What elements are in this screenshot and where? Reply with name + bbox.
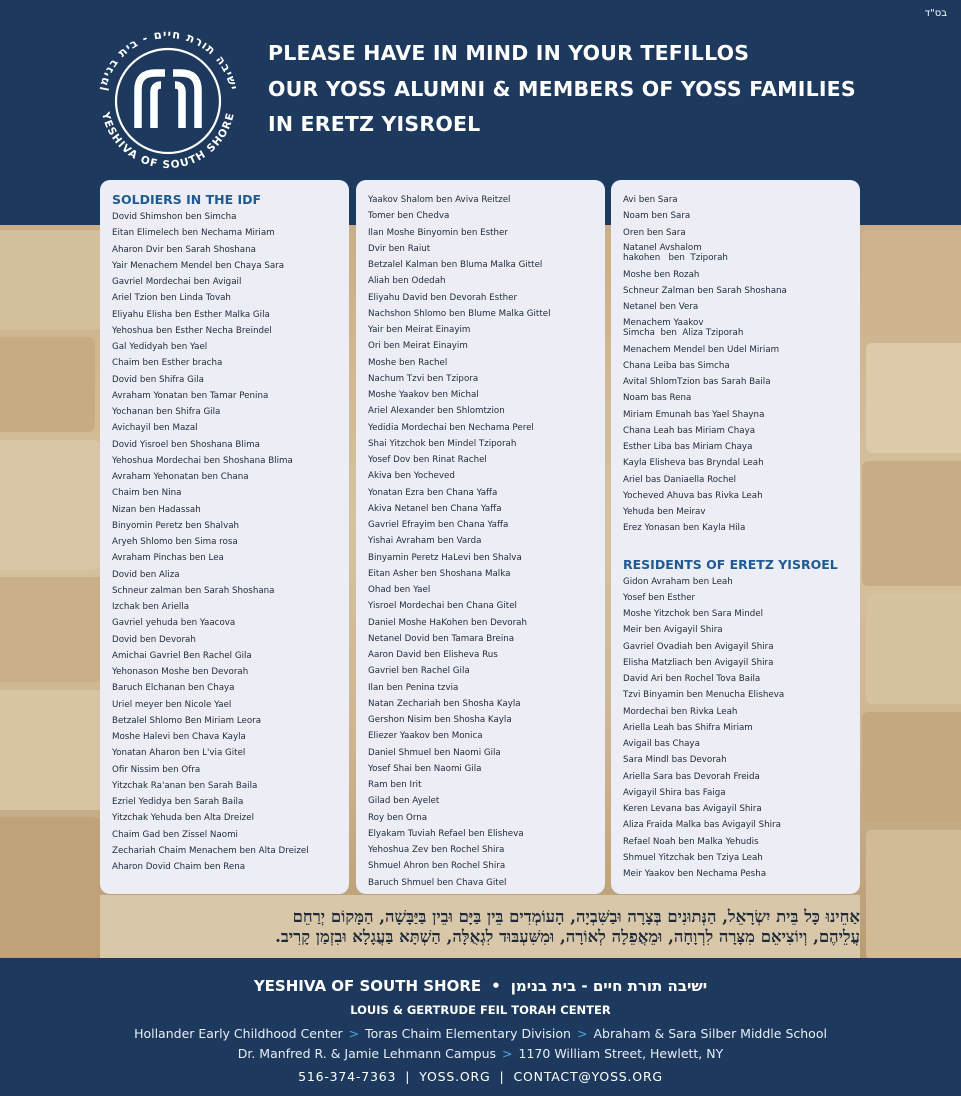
name-entry: Gilad ben Ayelet xyxy=(368,796,440,807)
name-entry: Dvir ben Raiut xyxy=(368,243,431,254)
campus-line xyxy=(0,1046,961,1061)
name-entry: Nachum Tzvi ben Tzipora xyxy=(368,373,479,384)
name-entry: Ezriel Yedidya ben Sarah Baila xyxy=(112,797,244,807)
name-entry: Aharon Dvir ben Sarah Shoshana xyxy=(112,244,256,255)
name-entry: Yehonason Moshe ben Devorah xyxy=(112,667,249,677)
headline-line-1: PLEASE HAVE IN MIND IN YOUR TEFILLOS xyxy=(268,41,750,65)
name-entry: Yosef Dov ben Rinat Rachel xyxy=(368,455,487,465)
name-entry: Gavriel Mordechai ben Avigail xyxy=(112,277,242,287)
name-entry: Baruch Elchanan ben Chaya xyxy=(112,683,235,694)
name-entry: Moshe Halevi ben Chava Kayla xyxy=(112,732,246,742)
contact-separator: | xyxy=(499,1069,505,1084)
name-entry: Yehoshua Zev ben Rochel Shira xyxy=(368,845,505,855)
division-early-childhood: Hollander Early Childhood Center xyxy=(134,1026,343,1041)
divisions-line xyxy=(0,1026,961,1041)
name-entry: Ariella Sara bas Devorah Freida xyxy=(623,771,760,782)
name-entry: Eliyahu David ben Devorah Esther xyxy=(368,292,518,303)
name-entry: Avigail bas Chaya xyxy=(623,739,700,749)
name-entry: Ori ben Meirat Einayim xyxy=(368,341,468,352)
name-entry: Ariel Tzion ben Linda Tovah xyxy=(112,293,231,304)
name-entry: Daniel Moshe HaKohen ben Devorah xyxy=(368,617,527,628)
name-entry: Moshe Yaakov ben Michal xyxy=(368,390,479,400)
name-entry: Gal Yedidyah ben Yael xyxy=(112,342,208,352)
name-entry: Schneur Zalman ben Sarah Shoshana xyxy=(623,286,787,296)
bsd-mark: בס"ד xyxy=(924,8,947,19)
name-entry: Moshe Yitzchok ben Sara Mindel xyxy=(623,609,764,619)
name-entry: Yair ben Meirat Einayim xyxy=(368,325,471,335)
email-link[interactable]: CONTACT@YOSS.ORG xyxy=(513,1069,663,1084)
contact-line xyxy=(0,1069,961,1084)
headline-line-3: IN ERETZ YISROEL xyxy=(268,112,481,136)
name-entry: Ariel Alexander ben Shlomtzion xyxy=(368,406,505,417)
name-entry: Kayla Elisheva bas Bryndal Leah xyxy=(623,458,764,469)
school-name-hebrew: ישיבה תורת חיים - בית בנימן xyxy=(510,977,708,995)
th-monogram-icon xyxy=(138,73,198,128)
name-entry: Nizan ben Hadassah xyxy=(112,504,201,515)
website-link[interactable]: YOSS.ORG xyxy=(419,1069,491,1084)
name-entry: Eliyahu Elisha ben Esther Malka Gila xyxy=(112,309,270,320)
name-entry: Elisha Matzliach ben Avigayil Shira xyxy=(623,657,774,668)
name-entry: Gavriel Ovadiah ben Avigayil Shira xyxy=(623,641,774,652)
name-entry: Eliezer Yaakov ben Monica xyxy=(368,731,483,742)
name-entry: Netanel ben Vera xyxy=(623,302,699,313)
name-entry: Natan Zechariah ben Shosha Kayla xyxy=(368,698,521,709)
svg-text:YESHIVA OF SOUTH SHORE: YESHIVA OF SOUTH SHORE xyxy=(99,110,237,172)
name-entry: Aliza Fraida Malka bas Avigayil Shira xyxy=(623,820,781,831)
name-entry: Nachshon Shlomo ben Blume Malka Gittel xyxy=(368,308,551,319)
name-entry: Chaim ben Esther bracha xyxy=(112,358,223,369)
name-entry: Tomer ben Chedva xyxy=(368,211,450,222)
headline-line-2: OUR YOSS ALUMNI & MEMBERS OF YOSS FAMILIES xyxy=(268,76,856,101)
footer xyxy=(0,958,961,1096)
name-entry: Gavriel ben Rachel Gila xyxy=(368,666,470,677)
name-entry: Izchak ben Ariella xyxy=(112,602,190,612)
name-entry: Avichayil ben Mazal xyxy=(112,423,198,434)
name-entry: Gavriel yehuda ben Yaacova xyxy=(112,618,236,629)
name-entry: Yisroel Mordechai ben Chana Gitel xyxy=(368,601,517,612)
soldiers-section-title: SOLDIERS IN THE IDF xyxy=(112,192,262,207)
chevron-right-icon: > xyxy=(576,1026,588,1041)
name-entry: Yair Menachem Mendel ben Chaya Sara xyxy=(112,260,285,271)
names-card-middle xyxy=(356,180,605,894)
name-entry: Dovid ben Devorah xyxy=(112,634,196,645)
name-entry: Eitan Elimelech ben Nechama Miriam xyxy=(112,228,275,239)
chevron-right-icon: > xyxy=(348,1026,360,1041)
name-entry: Aryeh Shlomo ben Sima rosa xyxy=(112,537,238,547)
name-entry: Avraham Yonatan ben Tamar Penina xyxy=(112,390,269,401)
name-entry: Yitzchak Ra'anan ben Sarah Baila xyxy=(112,780,258,791)
name-entry: Natanel Avshalom hakohen ben Tziporah xyxy=(623,242,728,264)
name-entry: Avital ShlomTzion bas Sarah Baila xyxy=(623,377,771,387)
name-entry: Shmuel Ahron ben Rochel Shira xyxy=(368,861,506,872)
name-entry: Yehoshua ben Esther Necha Breindel xyxy=(112,325,272,336)
torah-center-name: LOUIS & GERTRUDE FEIL TORAH CENTER xyxy=(350,1003,611,1017)
name-entry: Netanel Dovid ben Tamara Breina xyxy=(368,633,515,644)
name-entry: Elyakam Tuviah Refael ben Elisheva xyxy=(368,828,524,839)
name-entry: Keren Levana bas Avigayil Shira xyxy=(623,804,762,814)
name-entry: Chaim ben Nina xyxy=(112,488,182,499)
bullet-separator: • xyxy=(491,977,501,995)
footer-school-name xyxy=(0,977,961,995)
name-entry: Dovid ben Shifra Gila xyxy=(112,374,204,385)
name-entry: David Ari ben Rochel Tova Baila xyxy=(623,674,761,684)
name-entry: Dovid Shimshon ben Simcha xyxy=(112,212,237,222)
name-entry: Schneur zalman ben Sarah Shoshana xyxy=(112,585,275,596)
hebrew-prayer xyxy=(100,907,860,947)
name-entry: Yehoshua Mordechai ben Shoshana Blima xyxy=(112,455,293,466)
name-entry: Refael Noah ben Malka Yehudis xyxy=(623,836,759,847)
name-entry: Avraham Pinchas ben Lea xyxy=(112,553,224,564)
name-entry: Yosef Shai ben Naomi Gila xyxy=(368,763,482,774)
name-entry: Aaron David ben Elisheva Rus xyxy=(368,650,498,660)
name-entry: Yocheved Ahuva bas Rivka Leah xyxy=(623,490,763,501)
name-entry: Noam bas Rena xyxy=(623,393,692,404)
name-entry: Yonatan Ezra ben Chana Yaffa xyxy=(368,487,498,498)
name-entry: Yedidia Mordechai ben Nechama Perel xyxy=(368,422,534,433)
name-entry: Sara Mindl bas Devorah xyxy=(623,755,727,766)
names-card-right xyxy=(611,180,860,894)
name-entry: Gidon Avraham ben Leah xyxy=(623,576,733,587)
name-entry: Zechariah Chaim Menachem ben Alta Dreizel xyxy=(112,845,309,856)
name-entry: Shai Yitzchok ben Mindel Tziporah xyxy=(368,438,517,449)
name-entry: Amichai Gavriel Ben Rachel Gila xyxy=(112,650,252,661)
name-entry: Akiva ben Yocheved xyxy=(368,471,455,482)
name-entry: Binyomin Peretz ben Shalvah xyxy=(112,520,240,531)
prayer-line-2: עֲלֵיהֶם, וְיוֹצִיאֵם מִצָּרָה לִרְוָחָה, וּמֵאֲפֵלָה לְאוֹרָה, וּמִשִּׁעְבּוּד לִגְאֻלָּה, הַשְׁתָּא בַּעֲגָלָא וּבִזְמַן קָרִיב. xyxy=(275,927,860,946)
prayer-line-1: אַחֵינוּ כָּל בֵּית יִשְׂרָאֵל, הַנְּתוּנִים בְּצָרָה וּבַשִּׁבְיָה, הָעוֹמְדִים בֵּין בַּיָּם וּבֵין בַּיַּבָּשָׁה, הַמָּקוֹם יְרַחֵם xyxy=(292,907,860,926)
name-entry: Oren ben Sara xyxy=(623,227,686,238)
division-middle-school: Abraham & Sara Silber Middle School xyxy=(593,1026,827,1041)
name-entry: Yitzchak Yehuda ben Alta Dreizel xyxy=(112,813,255,824)
name-entry: Meir Yaakov ben Nechama Pesha xyxy=(623,869,767,879)
name-entry: Yosef ben Esther xyxy=(623,592,696,603)
name-entry: Yaakov Shalom ben Aviva Reitzel xyxy=(368,195,511,205)
name-entry: Mordechai ben Rivka Leah xyxy=(623,706,738,717)
name-entry: Daniel Shmuel ben Naomi Gila xyxy=(368,747,501,758)
name-entry: Yochanan ben Shifra Gila xyxy=(112,407,221,417)
name-entry: Menachem Yaakov Simcha ben Aliza Tziporah xyxy=(623,317,744,338)
name-entry: Ofir Nissim ben Ofra xyxy=(112,764,201,775)
name-entry: Miriam Emunah bas Yael Shayna xyxy=(623,409,765,420)
name-entry: Eitan Asher ben Shoshana Malka xyxy=(368,568,511,579)
name-entry: Dovid Yisroel ben Shoshana Blima xyxy=(112,439,260,450)
campus-address: 1170 William Street, Hewlett, NY xyxy=(518,1046,724,1061)
name-entry: Ilan Moshe Binyomin ben Esther xyxy=(368,227,508,238)
name-entry: Ariel bas Daniaella Rochel xyxy=(623,474,737,485)
name-entry: Ilan ben Penina tzvia xyxy=(368,682,459,693)
name-entry: Menachem Mendel ben Udel Miriam xyxy=(623,344,780,355)
name-entry: Esther Liba bas Miriam Chaya xyxy=(623,442,753,452)
name-entry: Erez Yonasan ben Kayla Hila xyxy=(623,523,746,534)
campus-name: Dr. Manfred R. & Jamie Lehmann Campus xyxy=(237,1046,497,1061)
name-entry: Ohad ben Yael xyxy=(368,585,431,595)
residents-section-title: RESIDENTS OF ERETZ YISROEL xyxy=(623,556,838,572)
name-entry: Meir ben Avigayil Shira xyxy=(623,625,723,636)
name-entry: Gershon Nisim ben Shosha Kayla xyxy=(368,715,512,725)
name-entry: Baruch Shmuel ben Chava Gitel xyxy=(368,877,507,888)
name-entry: Noam ben Sara xyxy=(623,211,691,222)
name-entry: Avraham Yehonatan ben Chana xyxy=(112,472,249,482)
headline xyxy=(268,36,856,143)
name-entry: Aliah ben Odedah xyxy=(368,276,446,287)
contact-separator: | xyxy=(405,1069,411,1084)
soldiers-card xyxy=(100,180,349,894)
chevron-right-icon: > xyxy=(502,1046,513,1061)
division-elementary: Toras Chaim Elementary Division xyxy=(365,1026,571,1041)
name-entry: Gavriel Efrayim ben Chana Yaffa xyxy=(368,520,509,530)
name-entry: Ariella Leah bas Shifra Miriam xyxy=(623,722,753,733)
name-entry: Tzvi Binyamin ben Menucha Elisheva xyxy=(623,690,785,701)
name-entry: Moshe ben Rozah xyxy=(623,269,700,280)
name-entry: Yehuda ben Meirav xyxy=(623,507,706,517)
svg-text:ישיבה תורת חיים - בית בנימן: ישיבה תורת חיים - בית בנימן xyxy=(94,26,242,92)
name-entry: Moshe ben Rachel xyxy=(368,357,448,368)
school-name-english: YESHIVA OF SOUTH SHORE xyxy=(253,977,482,995)
name-entry: Ram ben Irit xyxy=(368,780,422,790)
phone-number[interactable]: 516-374-7363 xyxy=(298,1069,397,1084)
name-entry: Yonatan Aharon ben L'via Gitel xyxy=(112,748,246,759)
name-entry: Binyamin Peretz HaLevi ben Shalva xyxy=(368,552,522,563)
name-entry: Aharon Dovid Chaim ben Rena xyxy=(112,862,246,872)
name-entry: Avigayil Shira bas Faiga xyxy=(623,787,726,798)
name-entry: Avi ben Sara xyxy=(623,195,678,205)
name-entry: Uriel meyer ben Nicole Yael xyxy=(112,699,232,710)
name-entry: Chaim Gad ben Zissel Naomi xyxy=(112,829,238,840)
name-entry: Betzalel Kalman ben Bluma Malka Gittel xyxy=(368,260,543,270)
name-entry: Chana Leah bas Miriam Chaya xyxy=(623,425,756,436)
school-logo xyxy=(85,18,251,184)
name-entry: Akiva Netanel ben Chana Yaffa xyxy=(368,503,502,514)
name-entry: Betzalel Shlomo Ben Miriam Leora xyxy=(112,715,262,726)
name-entry: Yishai Avraham ben Varda xyxy=(368,536,482,547)
name-entry: Roy ben Orna xyxy=(368,812,428,823)
name-entry: Chana Leiba bas Simcha xyxy=(623,360,730,371)
name-entry: Dovid ben Aliza xyxy=(112,569,180,580)
name-entry: Shmuel Yitzchak ben Tziya Leah xyxy=(623,852,763,863)
